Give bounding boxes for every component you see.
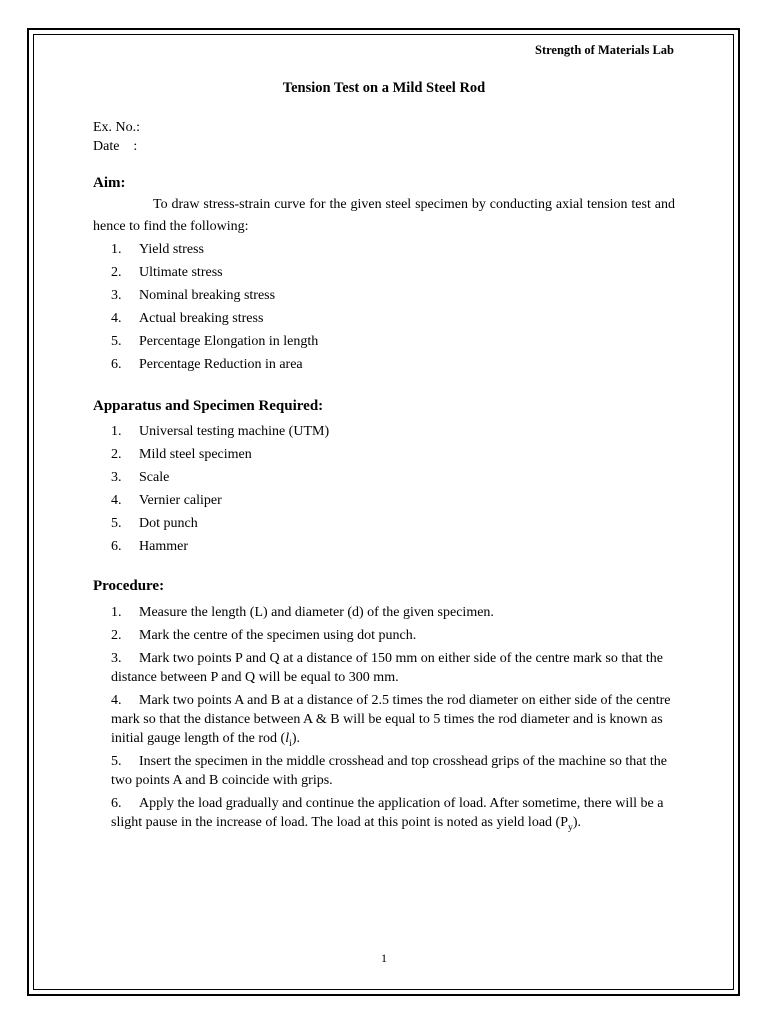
list-item: 3. Nominal breaking stress bbox=[111, 288, 276, 303]
procedure-step: 6. Apply the load gradually and continue the application of load. After sometime, there will be a slight pause in the increase of load. The load at this point is noted as yield load $(P_y)$. bbox=[111, 796, 664, 833]
list-item: 5. Percentage Elongation in length bbox=[111, 334, 319, 349]
document-title: Tension Test on a Mild Steel Rod bbox=[282, 80, 486, 96]
aim-paragraph bbox=[93, 194, 675, 238]
list-item: 1. Yield stress bbox=[111, 242, 204, 257]
procedure-heading: Procedure: bbox=[93, 578, 165, 594]
list-item: 5. Dot punch bbox=[111, 516, 198, 531]
ex-no-label: Ex. No.: bbox=[93, 120, 141, 135]
experiment-meta bbox=[93, 118, 140, 156]
procedure-step: 5. Insert the specimen in the middle crosshead and top crosshead grips of the machine so that the two points A and B coincide with grips. bbox=[111, 754, 667, 788]
list-item: 4. Vernier caliper bbox=[111, 493, 222, 508]
procedure-step: 4. Mark two points A and B at a distance of 2.5 times the rod diameter on either side of the centre mark so that the distance between A & B will be equal to 5 times the rod diameter and is known as initial gauge length of the rod $(l_i)$. bbox=[111, 693, 671, 749]
list-item: 4. Actual breaking stress bbox=[111, 311, 264, 326]
list-item: 6. Percentage Reduction in area bbox=[111, 357, 303, 372]
procedure-step: 2. Mark the centre of the specimen using dot punch. bbox=[111, 628, 417, 643]
list-item: 2. Mild steel specimen bbox=[111, 447, 252, 462]
date-label: Date : bbox=[93, 139, 138, 154]
apparatus-heading: Apparatus and Specimen Required: bbox=[93, 398, 324, 414]
procedure-list bbox=[93, 603, 675, 836]
apparatus-list bbox=[93, 423, 675, 561]
list-item: 3. Scale bbox=[111, 470, 170, 485]
running-header: Strength of Materials Lab bbox=[535, 43, 674, 57]
page-number: 1 bbox=[381, 951, 387, 965]
list-item: 1. Universal testing machine (UTM) bbox=[111, 424, 330, 439]
aim-heading: Aim: bbox=[93, 175, 126, 191]
aim-text: To draw stress-strain curve for the given steel specimen by conducting axial tension test and hence to find the following: bbox=[93, 197, 675, 234]
list-item: 2. Ultimate stress bbox=[111, 265, 223, 280]
aim-list bbox=[93, 241, 675, 379]
procedure-step: 3. Mark two points P and Q at a distance of 150 mm on either side of the centre mark so that the distance between P and Q will be equal to 300 mm. bbox=[111, 651, 663, 685]
procedure-step: 1. Measure the length (L) and diameter (d) of the given specimen. bbox=[111, 605, 494, 620]
list-item: 6. Hammer bbox=[111, 539, 188, 554]
